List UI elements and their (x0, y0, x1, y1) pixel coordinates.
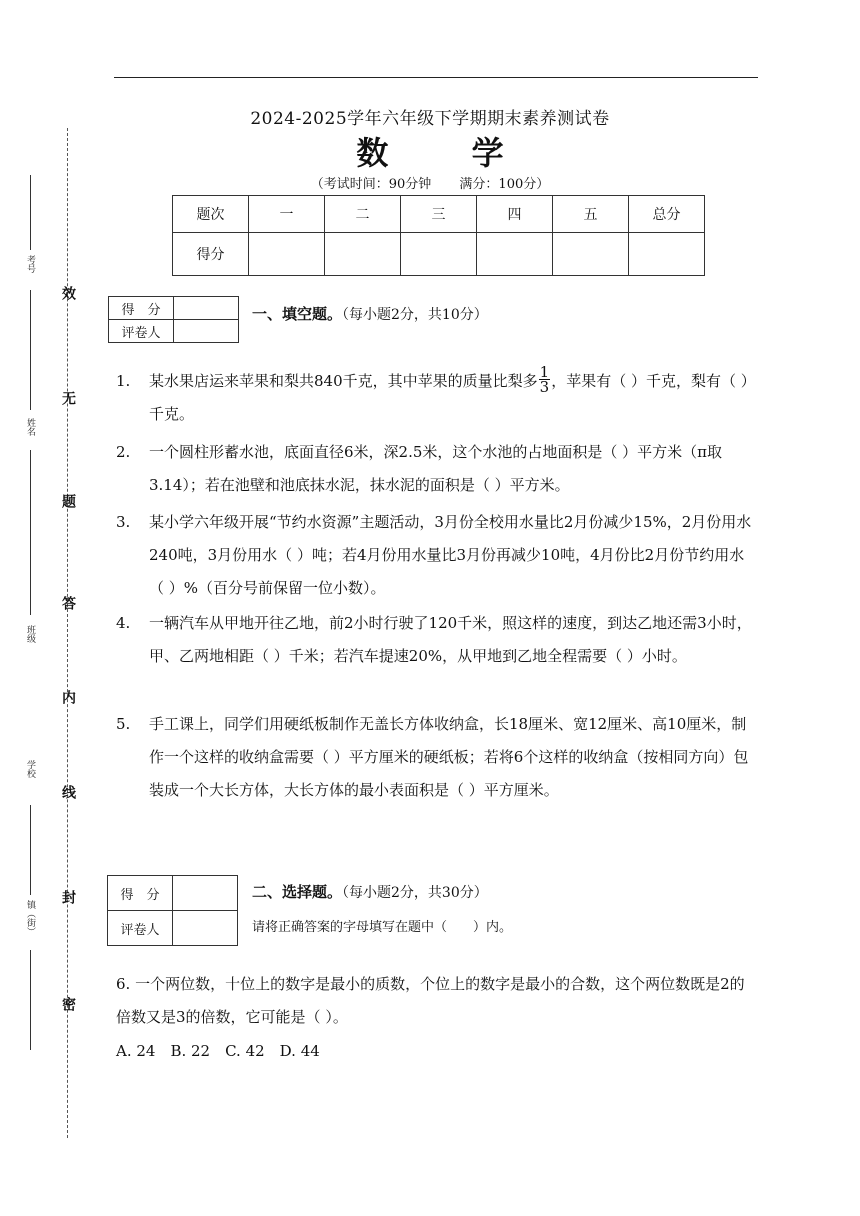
score-table-header: 四 (477, 196, 553, 233)
grader-label: 评卷人 (108, 911, 173, 946)
field-label-town: 镇（街） (25, 900, 35, 936)
section1-score-box (108, 296, 239, 343)
question-number: 2. (116, 443, 131, 461)
score-cell[interactable] (553, 233, 629, 276)
seal-word: 密 (60, 997, 76, 1011)
field-label-name: 姓名 (25, 418, 35, 436)
score-table-header: 题次 (173, 196, 249, 233)
grader-box-cell[interactable] (173, 911, 238, 946)
field-line-town[interactable] (30, 950, 31, 1050)
score-cell[interactable] (477, 233, 553, 276)
field-label-school: 学校 (25, 760, 35, 778)
field-line-school[interactable] (30, 805, 31, 895)
seal-word: 内 (60, 690, 76, 704)
seal-word: 无 (60, 391, 76, 405)
question-number: 1. (116, 372, 131, 390)
question-3 (116, 506, 756, 605)
score-box-cell[interactable] (174, 297, 239, 320)
score-table-header: 三 (401, 196, 477, 233)
score-table-header: 五 (553, 196, 629, 233)
section2-title: 二、选择题。 (252, 883, 343, 901)
question-text: 某小学六年级开展“节约水资源”主题活动，3月份全校用水量比2月份减少15%，2月份用水240吨，3月份用水（ ）吨；若4月份用水量比3月份再减少10吨，4月份比2月份节约用水（ ）%（百分号前保留一位小数）。 (149, 513, 752, 597)
question-1 (116, 362, 756, 431)
top-rule (114, 77, 758, 78)
exam-time: （考试时间：90分钟 (310, 177, 432, 192)
score-table (172, 195, 705, 276)
subject-title: 数 学 (356, 134, 540, 172)
question-4 (116, 607, 756, 673)
section2-heading (252, 881, 488, 902)
seal-word: 答 (60, 596, 76, 610)
question-5 (116, 708, 756, 807)
question-text: 手工课上，同学们用硬纸板制作无盖长方体收纳盒，长18厘米、宽12厘米、高10厘米，制作一个这样的收纳盒需要（ ）平方厘米的硬纸板；若将6个这样的收纳盒（按相同方向）包装成一个大长方体，大长方体的最小表面积是（ ）平方厘米。 (149, 715, 749, 799)
section1-heading (252, 303, 488, 324)
grader-box-cell[interactable] (174, 320, 239, 343)
question-6: 6. 一个两位数，十位上的数字是最小的质数，个位上的数字是最小的合数，这个两位数既是2的倍数又是3的倍数，它可能是（ ）。 (116, 975, 745, 1026)
section2-instruction: 请将正确答案的字母填写在题中（ ）内。 (252, 920, 513, 935)
section1-title: 一、填空题。 (252, 305, 343, 323)
section1-note: （每小题2分，共10分） (342, 307, 488, 323)
score-label: 得 分 (108, 876, 173, 911)
seal-word: 线 (60, 785, 76, 799)
field-line-class[interactable] (30, 450, 31, 615)
fraction-denominator: 3 (539, 377, 550, 396)
grader-label: 评卷人 (109, 320, 174, 343)
question-2 (116, 436, 756, 502)
field-line-exam-number[interactable] (30, 175, 31, 250)
score-box-cell[interactable] (173, 876, 238, 911)
section2-score-box (107, 875, 238, 946)
field-label-exam-number: 考号 (25, 255, 35, 273)
fraction (539, 362, 551, 396)
score-label: 得 分 (109, 297, 174, 320)
seal-word: 题 (60, 494, 76, 508)
question-number: 5. (116, 715, 131, 733)
question-number: 3. (116, 513, 131, 531)
field-line-name[interactable] (30, 290, 31, 410)
score-table-header: 二 (325, 196, 401, 233)
score-cell[interactable] (401, 233, 477, 276)
score-table-header: 一 (249, 196, 325, 233)
question-number: 4. (116, 614, 131, 632)
question-text: 一辆汽车从甲地开往乙地，前2小时行驶了120千米，照这样的速度，到达乙地还需3小时，甲、乙两地相距（ ）千米；若汽车提速20%，从甲地到乙地全程需要（ ）小时。 (149, 614, 752, 665)
binding-dashed-line (67, 128, 68, 1138)
section2-note: （每小题2分，共30分） (342, 885, 488, 901)
exam-title: 2024-2025学年六年级下学期期末素养测试卷 (250, 109, 610, 129)
question-text: ，苹果有（ ）千克，梨有（ ）千克。 (149, 372, 756, 423)
score-cell[interactable] (629, 233, 705, 276)
question-text: 一个圆柱形蓄水池，底面直径6米，深2.5米，这个水池的占地面积是（ ）平方米（π取3.14）；若在池壁和池底抹水泥，抹水泥的面积是（ ）平方米。 (149, 443, 723, 494)
exam-info (0, 173, 860, 192)
seal-word: 封 (60, 890, 76, 904)
score-cell[interactable] (249, 233, 325, 276)
score-cell[interactable] (325, 233, 401, 276)
field-label-class: 班级 (25, 625, 35, 643)
question-6-options: A. 24 B. 22 C. 42 D. 44 (116, 1042, 320, 1060)
fraction-numerator: 1 (539, 362, 550, 381)
score-row-label: 得分 (173, 233, 249, 276)
full-score: 满分：100分） (459, 177, 550, 192)
seal-word: 效 (60, 286, 76, 300)
score-table-header: 总分 (629, 196, 705, 233)
question-text: 某水果店运来苹果和梨共840千克，其中苹果的质量比梨多 (149, 372, 538, 390)
